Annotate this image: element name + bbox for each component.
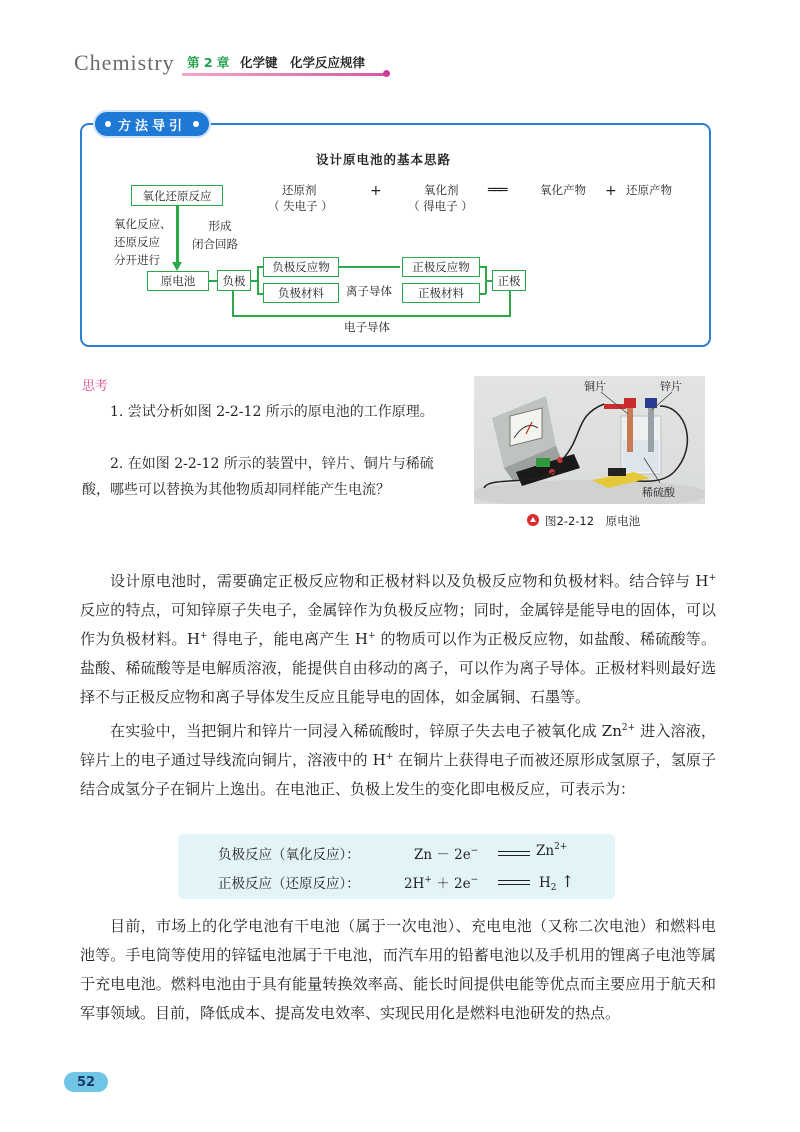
text-run: 在实验中，当把铜片和锌片一同浸入稀硫酸时，锌原子失去电子被氧化成 Zn <box>110 722 622 740</box>
text-run: 在铜片上获得电子而被还原形成氢原子，氢原子结合成氢分子在铜片上逸出。在电池正、负极上发生的变化即电极反应，可表示为： <box>80 751 716 798</box>
positive-equation-left <box>404 872 478 892</box>
connector-line <box>209 280 217 282</box>
paragraph-3: 目前，市场上的化学电池有干电池（属于一次电池）、充电电池（又称二次电池）和燃料电池等。手电筒等使用的锌锰电池属于干电池，而汽车用的铅蓄电池以及手机用的锂离子电池等属于充电电池。燃料电池由于具有能量转换效率高、能长时间提供电能等优点而主要应用于航天和军事领域。目前，降低成本、提高发电效率、实现民用化是燃料电池研发的热点。 <box>80 917 716 1022</box>
electron-conductor-label: 电子导体 <box>344 320 390 334</box>
reduction-product-label: 还原产物 <box>626 183 672 197</box>
text-run: Zn <box>536 843 555 859</box>
redox-box: 氧化还原反应 <box>131 185 223 206</box>
subscript: 2 <box>550 883 557 893</box>
superscript: − <box>470 846 479 856</box>
positive-reactant-box: 正极反应物 <box>402 257 480 277</box>
superscript: + <box>385 752 394 762</box>
ion-conductor-label: 离子导体 <box>346 284 392 298</box>
text-run: 反应的特点，可知锌原子失电子，金属锌作为负极反应物；同时，金属锌是能导电的固体，可以作为负极材料。H <box>80 601 716 648</box>
ion-line <box>339 266 400 268</box>
equals-arrow-icon <box>498 880 530 885</box>
text-run: 设计原电池时，需要确定正极反应物和正极材料以及负极反应物和负极材料。结合锌与 H <box>110 572 709 590</box>
loop-note-line: 形成 <box>208 219 232 233</box>
negative-reactant-box: 负极反应物 <box>263 257 339 277</box>
figure-caption-text: 图2-2-12 原电池 <box>545 514 641 528</box>
superscript: + <box>367 631 376 641</box>
bullet-icon <box>193 121 199 127</box>
think-question-2: 2. 在如图 2-2-12 所示的装置中，锌片、铜片与稀硫酸，哪些可以替换为其他物质却同样能产生电流？ <box>82 456 434 498</box>
left-note-line: 还原反应 <box>114 235 160 249</box>
negative-equation-label: 负极反应（氧化反应）： <box>218 847 360 863</box>
superscript: − <box>470 875 479 885</box>
text-run: 2H <box>404 876 425 892</box>
left-note-line: 氧化反应、 <box>114 217 172 231</box>
method-guide-tab <box>93 110 211 138</box>
paragraph-2 <box>80 717 716 804</box>
text-run: ＋ 2e <box>431 876 471 892</box>
positive-material-box: 正极材料 <box>402 283 480 303</box>
equals-sign: ═══ <box>488 183 506 198</box>
superscript: + <box>708 573 716 583</box>
page-number: 52 <box>64 1072 108 1092</box>
up-arrow-icon: ↑ <box>560 872 575 891</box>
negative-equation <box>218 843 598 863</box>
text-run: 进入溶液，锌片上的电子通过导线流向铜片，溶液中的 H <box>80 722 716 769</box>
oxidizer-label: 氧化剂 <box>424 183 459 197</box>
oxidation-product-label: 氧化产物 <box>540 183 586 197</box>
reducer-note: （ 失电子 ） <box>268 199 333 213</box>
negative-equation-right <box>536 843 567 859</box>
loop-note <box>192 217 238 253</box>
copper-label: 铜片 <box>584 380 606 393</box>
text-run: Zn － 2e <box>414 847 471 863</box>
think-question-1: 1. 尝试分析如图 2-2-12 所示的原电池的工作原理。 <box>110 404 434 420</box>
header-dot <box>383 70 390 77</box>
reducer-label: 还原剂 <box>282 183 317 197</box>
equals-arrow-icon <box>498 851 530 856</box>
electron-line <box>509 291 511 316</box>
label-leader-lines <box>474 376 705 504</box>
positive-pole-box: 正极 <box>492 270 526 291</box>
paragraph-1 <box>80 567 716 712</box>
text-run: 的物质可以作为正极反应物，如盐酸、稀硫酸等。盐酸、稀硫酸等是电解质溶液，能提供自由移动的离子，可以作为离子导体。正极材料则最好选择不与正极反应物和离子导体发生反应且能导电的固体，如金属铜、石墨等。 <box>80 630 716 706</box>
method-guide-label: 方法导引 <box>117 118 186 134</box>
oxidizer-note: （ 得电子 ） <box>408 199 473 213</box>
plus-sign: + <box>370 183 382 199</box>
down-arrow-icon <box>172 262 182 271</box>
left-note-line: 分开进行 <box>114 253 160 267</box>
electron-line <box>232 315 511 317</box>
acid-label: 稀硫酸 <box>642 486 675 499</box>
figure-marker-icon <box>527 514 539 526</box>
diagram-title: 设计原电池的基本思路 <box>316 152 452 167</box>
superscript: 2+ <box>554 842 568 852</box>
cell-box: 原电池 <box>147 271 209 291</box>
positive-equation-label: 正极反应（还原反应）： <box>218 876 360 892</box>
arrow-shaft <box>176 206 179 264</box>
superscript: 2+ <box>621 723 636 733</box>
plus-sign: + <box>605 183 617 199</box>
battery-photo <box>474 376 705 504</box>
equation-box <box>178 834 615 899</box>
electron-line <box>232 291 234 316</box>
bullet-icon <box>105 121 111 127</box>
connector-line <box>257 266 259 294</box>
chapter-title: 化学键 化学反应规律 <box>240 55 366 70</box>
loop-note-line: 闭合回路 <box>192 237 238 251</box>
negative-material-box: 负极材料 <box>263 283 339 303</box>
negative-equation-left <box>414 843 478 863</box>
subject-title: Chemistry <box>74 50 175 75</box>
figure-caption <box>527 513 640 529</box>
text-run: H <box>539 875 551 891</box>
zinc-label: 锌片 <box>660 380 682 393</box>
positive-equation <box>218 872 598 892</box>
left-note <box>114 215 172 269</box>
think-label: 思考 <box>82 379 109 394</box>
chapter-number: 第 2 章 <box>187 55 230 70</box>
text-run: 得电子，能电离产生 H <box>207 630 368 648</box>
negative-pole-box: 负极 <box>217 270 251 291</box>
superscript: + <box>424 875 432 885</box>
superscript: + <box>199 631 208 641</box>
header-underline <box>182 73 387 76</box>
positive-equation-right <box>539 872 574 891</box>
